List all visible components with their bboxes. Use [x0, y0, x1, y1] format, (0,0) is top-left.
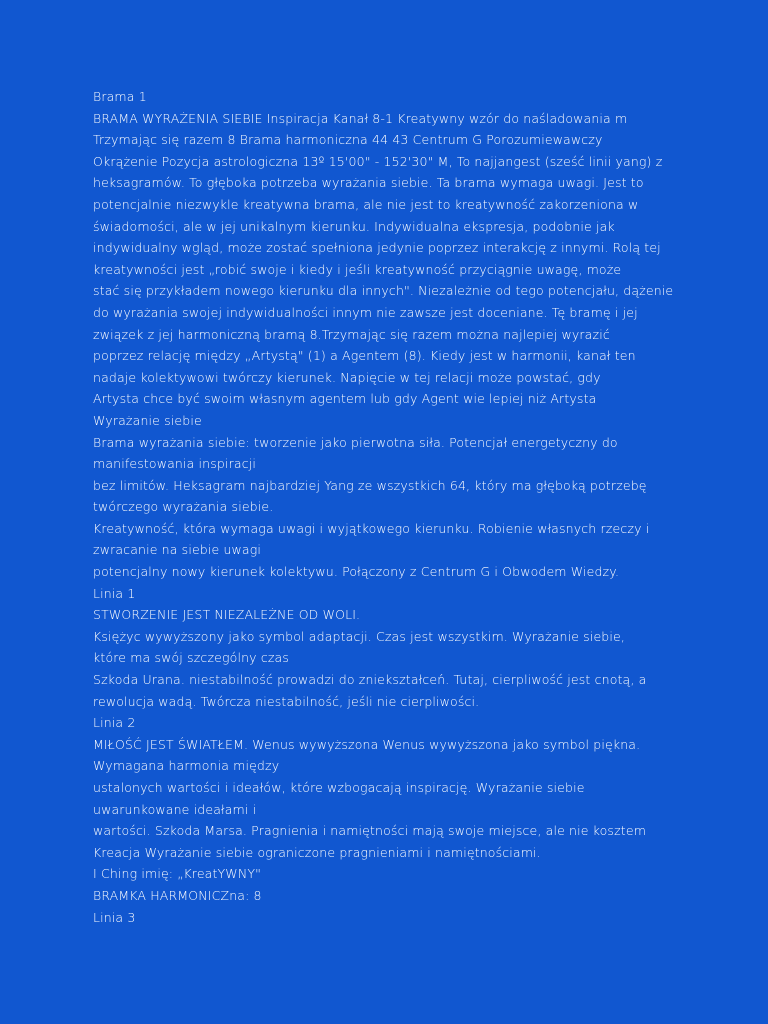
document-line: nadaje kolektywowi twórczy kierunek. Napięcie w tej relacji może powstać, gdy [93, 369, 601, 385]
document-line: Trzymając się razem 8 Brama harmoniczna 44 43 Centrum G Porozumiewawczy [93, 132, 603, 148]
document-line: BRAMKA HARMONICZna: 8 [93, 887, 262, 903]
document-line: ustalonych wartości i ideałów, które wzbogacają inspirację. Wyrażanie siebie [93, 780, 585, 795]
document-line: Kreatywność, która wymaga uwagi i wyjątkowego kierunku. Robienie własnych rzeczy i [93, 520, 650, 536]
document-line: Artysta chce być swoim własnym agentem lub gdy Agent wie lepiej niż Artysta [93, 391, 597, 407]
document-line: Linia 3 [93, 909, 136, 925]
document-line: bez limitów. Heksagram najbardziej Yang ze wszystkich 64, który ma głęboką potrzebę [93, 477, 647, 493]
document-line: zwracanie na siebie uwagi [93, 542, 262, 558]
document-line: Okrążenie Pozycja astrologiczna 13º 15'00" - 152'30" M, To najjangest (sześć linii yang) z [93, 153, 663, 169]
document-line: kreatywności jest „robić swoje i kiedy i jeśli kreatywność przyciągnie uwagę, może [93, 261, 622, 277]
document-line: Linia 1 [93, 585, 136, 601]
document-line: STWORZENIE JEST NIEZALEŻNE OD WOLI. [93, 607, 361, 623]
document-line: indywidualny wgląd, może zostać spełniona jedynie poprzez interakcję z innymi. Rolą tej [93, 240, 661, 256]
document-line: I Ching imię: „KreatYWNY" [93, 866, 262, 882]
document-line: heksagramów. To głęboka potrzeba wyrażania siebie. Ta brama wymaga uwagi. Jest to [93, 175, 644, 191]
document-line: do wyrażania swojej indywidualności innym nie zawsze jest doceniane. Tę bramę i jej [93, 304, 638, 320]
document-line: Wyrażanie siebie [93, 412, 202, 428]
document-line: potencjalnie niezwykle kreatywna brama, ale nie jest to kreatywność zakorzeniona w [93, 196, 639, 212]
document-line: Brama wyrażania siebie: tworzenie jako pierwotna siła. Potencjał energetyczny do [93, 434, 618, 450]
document-line: Linia 2 [93, 715, 136, 731]
document-line: twórczego wyrażania siebie. [93, 499, 274, 515]
document-line: Wymagana harmonia między [93, 758, 280, 774]
document-line: rewolucja wadą. Twórcza niestabilność, jeśli nie cierpliwości. [93, 693, 480, 709]
document-line: Kreacja Wyrażanie siebie ograniczone pragnieniami i namiętnościami. [93, 844, 541, 860]
document-line: Brama 1 [93, 89, 147, 104]
document-line: uwarunkowane ideałami i [93, 801, 257, 817]
document-line: BRAMA WYRAŻENIA SIEBIE Inspiracja Kanał 8-1 Kreatywny wzór do naśladowania m [93, 110, 628, 126]
document-body [93, 86, 672, 928]
document-line: związek z jej harmoniczną bramą 8.Trzymając się razem można najlepiej wyrazić [93, 326, 610, 342]
document-line: świadomości, ale w jej unikalnym kierunku. Indywidualna ekspresja, podobnie jak [93, 218, 615, 234]
document-line: wartości. Szkoda Marsa. Pragnienia i namiętności mają swoje miejsce, ale nie kosztem [93, 823, 647, 839]
document-line: Księżyc wywyższony jako symbol adaptacji. Czas jest wszystkim. Wyrażanie siebie, [93, 628, 625, 644]
document-line: MIŁOŚĆ JEST ŚWIATŁEM. Wenus wywyższona Wenus wywyższona jako symbol piękna. [93, 736, 641, 752]
document-line: stać się przykładem nowego kierunku dla innych". Niezależnie od tego potencjału, dążenie [93, 283, 674, 299]
document-line: potencjalny nowy kierunek kolektywu. Połączony z Centrum G i Obwodem Wiedzy. [93, 564, 620, 580]
document-line: poprzez relację między „Artystą" (1) a Agentem (8). Kiedy jest w harmonii, kanał ten [93, 348, 636, 364]
document-line: Szkoda Urana. niestabilność prowadzi do zniekształceń. Tutaj, cierpliwość jest cnotą, a [93, 672, 647, 688]
document-line: manifestowania inspiracji [93, 456, 256, 472]
document-line: które ma swój szczególny czas [93, 650, 290, 666]
